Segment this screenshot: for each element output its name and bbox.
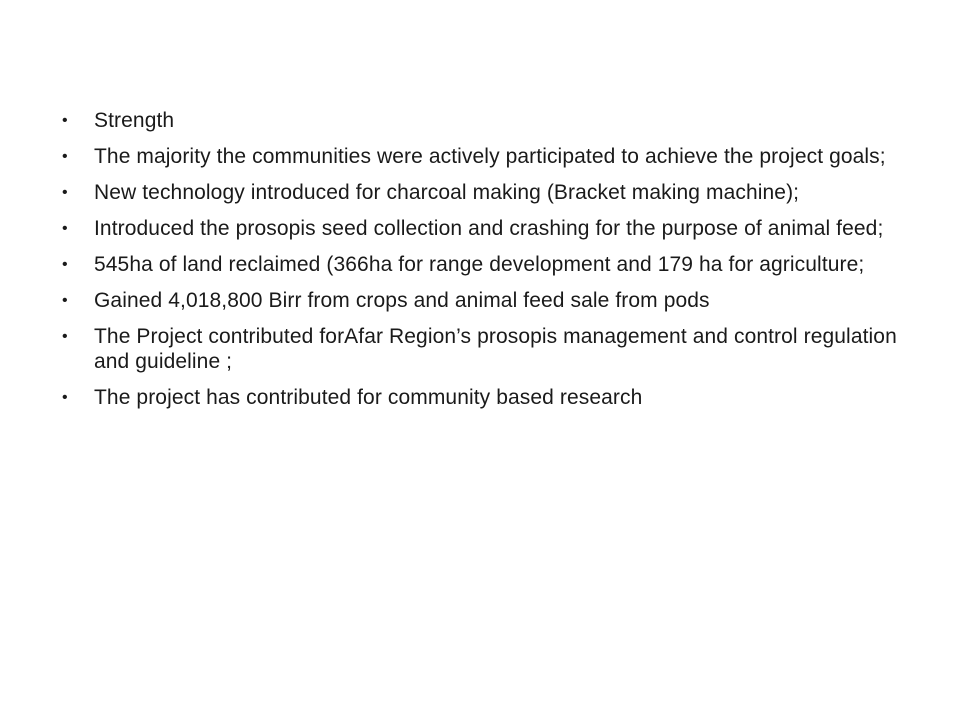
list-item-text: New technology introduced for charcoal making (Bracket making machine);	[94, 181, 800, 204]
bullet-icon: •	[62, 112, 68, 129]
list-item	[62, 252, 902, 277]
bullet-list	[62, 108, 902, 421]
list-item	[62, 216, 902, 241]
list-item-text: 545ha of land reclaimed (366ha for range development and 179 ha for agriculture;	[94, 253, 865, 276]
list-item-text: The Project contributed forAfar Region’s prosopis management and control regulation and guideline ;	[94, 325, 897, 373]
list-item	[62, 288, 902, 313]
bullet-icon: •	[62, 256, 68, 273]
list-item-text: The project has contributed for community based research	[94, 386, 643, 409]
bullet-icon: •	[62, 220, 68, 237]
bullet-icon: •	[62, 328, 68, 345]
list-item	[62, 180, 902, 205]
list-item	[62, 144, 902, 169]
bullet-icon: •	[62, 148, 68, 165]
list-item-text: Introduced the prosopis seed collection and crashing for the purpose of animal feed;	[94, 217, 884, 240]
list-item	[62, 324, 902, 374]
list-item-text: Strength	[94, 109, 175, 132]
list-item	[62, 385, 902, 410]
list-item	[62, 108, 902, 133]
bullet-icon: •	[62, 292, 68, 309]
list-item-text: Gained 4,018,800 Birr from crops and animal feed sale from pods	[94, 289, 710, 312]
bullet-icon: •	[62, 389, 68, 406]
bullet-icon: •	[62, 184, 68, 201]
list-item-text: The majority the communities were actively participated to achieve the project goals;	[94, 145, 886, 168]
